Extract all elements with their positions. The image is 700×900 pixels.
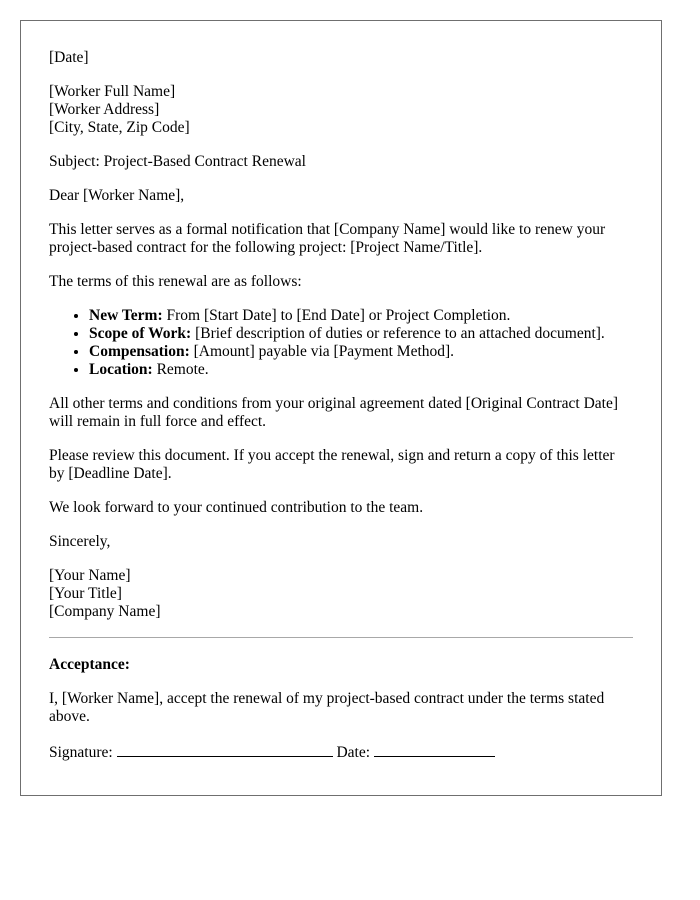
term-label: Location:: [89, 361, 153, 378]
term-label: New Term:: [89, 307, 163, 324]
term-label: Scope of Work:: [89, 325, 192, 342]
letter-page: [20, 20, 662, 796]
recipient-name: [Worker Full Name]: [49, 83, 176, 100]
other-terms-paragraph: All other terms and conditions from your original agreement dated [Original Contract Date] will remain in full force and effect.: [49, 395, 619, 430]
date-label: Date:: [336, 744, 371, 761]
signature-row: [49, 742, 633, 762]
terms-list: [49, 307, 633, 379]
term-text: [Brief description of duties or reference to an attached document].: [191, 325, 605, 342]
recipient-address-block: [49, 83, 633, 137]
sender-block: [49, 567, 633, 621]
acceptance-heading: Acceptance:: [49, 656, 130, 673]
acceptance-statement: I, [Worker Name], accept the renewal of my project-based contract under the terms stated above.: [49, 690, 605, 725]
sender-title: [Your Title]: [49, 585, 122, 602]
intro-paragraph: This letter serves as a formal notification that [Company Name] would like to renew your project-based contract for the following project: [Project Name/Title].: [49, 221, 606, 256]
term-text: Remote.: [152, 361, 209, 378]
section-divider: [49, 637, 633, 638]
recipient-city-state-zip: [City, State, Zip Code]: [49, 119, 190, 136]
term-compensation: [89, 343, 633, 361]
signature-line[interactable]: [117, 742, 333, 757]
sender-name: [Your Name]: [49, 567, 131, 584]
term-text: [Amount] payable via [Payment Method].: [189, 343, 455, 360]
closing-note: We look forward to your continued contribution to the team.: [49, 499, 424, 516]
term-label: Compensation:: [89, 343, 190, 360]
letter-date: [Date]: [49, 49, 89, 66]
review-request-paragraph: Please review this document. If you accept the renewal, sign and return a copy of this letter by [Deadline Date].: [49, 447, 615, 482]
subject-line: Subject: Project-Based Contract Renewal: [49, 153, 306, 170]
term-text: From [Start Date] to [End Date] or Project Completion.: [162, 307, 511, 324]
date-line[interactable]: [374, 742, 495, 757]
term-new-term: [89, 307, 633, 325]
term-scope-of-work: [89, 325, 633, 343]
sender-company: [Company Name]: [49, 603, 161, 620]
salutation: Dear [Worker Name],: [49, 187, 185, 204]
closing: Sincerely,: [49, 533, 111, 550]
signature-label: Signature:: [49, 744, 113, 761]
recipient-address: [Worker Address]: [49, 101, 160, 118]
term-location: [89, 361, 633, 379]
terms-intro: The terms of this renewal are as follows:: [49, 273, 302, 290]
